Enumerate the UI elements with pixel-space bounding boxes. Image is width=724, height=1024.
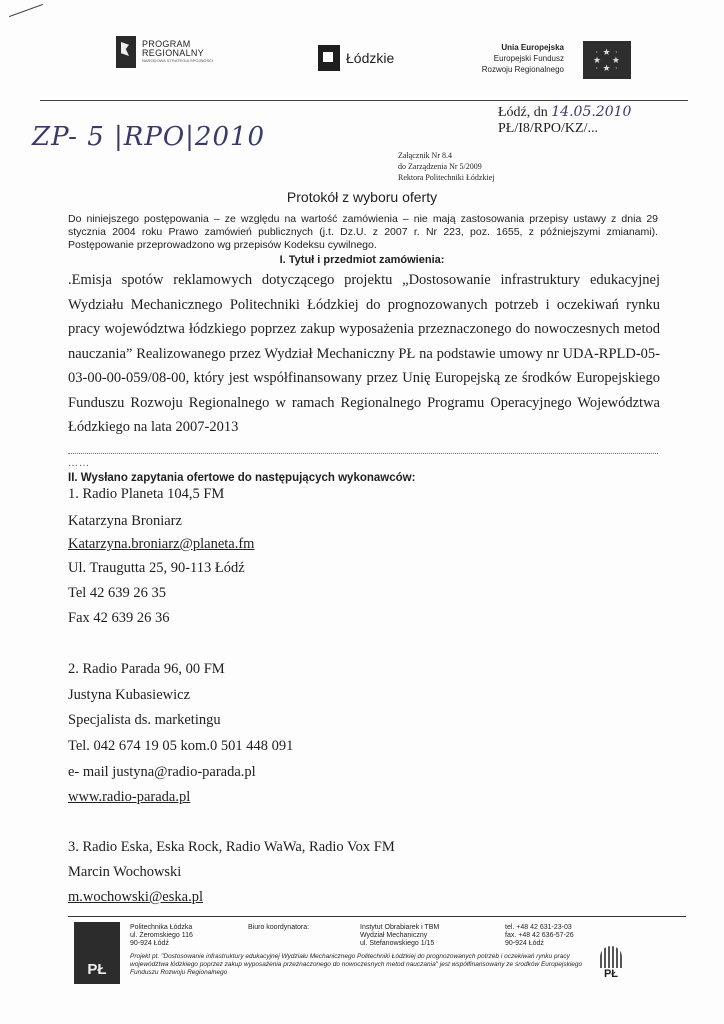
footer-pl-logo: [594, 940, 628, 980]
footer-col4-line2: fax. +48 42 636-57-26: [505, 932, 574, 939]
contractor3-name: 3. Radio Eska, Eska Rock, Radio WaWa, Radio Vox FM: [68, 839, 395, 855]
footer-coordinator-col: [248, 924, 309, 932]
corner-pen-mark: [9, 4, 43, 17]
contractor1-tel: Tel 42 639 26 35: [68, 585, 167, 601]
program-logo-small: NARODOWA STRATEGIA SPÓJNOŚCI: [142, 58, 214, 63]
footer-project-note: Projekt pt. "Dostosowanie infrastruktury edukacyjnej Wydziału Mechanicznego Politechniki Łódzkiej do prognozowanych potrzeb i oczekiwań rynku pracy województwa łódzkiego poprzez zakup wyposażenia przeznaczonego do nowoczesnych metod nauczania" jest współfinansowany ze środków Europejskiego Funduszu Rozwoju Regionalnego: [130, 953, 583, 976]
flag-icon: [116, 36, 136, 68]
footer-col1-line1: Politechnika Łódzka: [130, 924, 193, 931]
footer-logo-text: PŁ: [603, 968, 619, 980]
footer-col2-line1: Biuro koordynatora:: [248, 924, 310, 931]
program-logo-line1: PROGRAM: [142, 39, 191, 49]
lodzkie-logo-text: Łódzkie: [346, 50, 395, 66]
eu-line1: Unia Europejska: [501, 43, 564, 52]
footer-col1-line2: ul. Żeromskiego 116: [130, 932, 193, 939]
lodzkie-emblem-icon: [318, 45, 340, 71]
header-divider: [40, 100, 688, 101]
attachment-note: [398, 150, 494, 183]
section2-heading: II. Wysłano zapytania ofertowe do następujących wykonawców:: [68, 472, 416, 484]
section1-body: .Emisja spotów reklamowych dotyczącego projektu „Dostosowanie infrastruktury edukacyjnej Wydziału Mechanicznego Politechniki Łódzkiej do prognozowanych potrzeb i oczekiwań rynku pracy województwa łódzkiego poprzez zakup wyposażenia przeznaczonego do nowoczesnych metod nauczania” Realizowanego przez Wydział Mechaniczny PŁ na podstawie umowy nr UDA-RPLD-05-03-00-00-059/08-00, który jest współfinansowany przez Unię Europejską ze środków Europejskiego Funduszu Rozwoju Regionalnego w ramach Regionalnego Programu Operacyjnego Województwa Łódzkiego na lata 2007-2013: [68, 272, 660, 435]
attachment-line2: do Zarządzenia Nr 5/2009: [398, 162, 482, 171]
footer-divider: [68, 916, 686, 917]
date-line: [498, 104, 631, 121]
footer-col1-line3: 90-924 Łódź: [130, 940, 169, 947]
document-title: Protokół z wyboru oferty: [286, 189, 438, 205]
dots: ……: [68, 458, 90, 469]
lodzkie-logo: [318, 45, 394, 71]
footer-col3-line3: ul. Stefanowskiego 1/15: [360, 940, 435, 947]
reference-number: PŁ/I8/RPO/KZ/...: [498, 121, 598, 136]
footer-col4-line3: 90-924 Łódź: [505, 940, 544, 947]
contractor3-email-link[interactable]: m.wochowski@eska.pl: [68, 889, 203, 905]
dotted-divider: [68, 453, 658, 454]
attachment-line3: Rektora Politechniki Łódzkiej: [398, 173, 495, 182]
contractor2-tel: Tel. 042 674 19 05 kom.0 501 448 091: [68, 738, 294, 754]
footer-col3-line1: Instytut Obrabiarek i TBM: [360, 924, 440, 931]
footer-col3-line2: Wydział Mechaniczny: [360, 932, 428, 939]
contractor1-person: Katarzyna Broniarz: [68, 513, 182, 529]
contractor2-website-link[interactable]: www.radio-parada.pl: [68, 789, 191, 805]
attachment-line1: Załącznik Nr 8.4: [398, 151, 452, 160]
contractor2-email[interactable]: e- mail justyna@radio-parada.pl: [68, 764, 256, 780]
intro-paragraph: Do niniejszego postępowania – ze względu na wartość zamówienia – nie mają zastosowania przepisy ustawy z dnia 29 stycznia 2004 roku Prawo zamówień publicznych (j.t. Dz.U. z 2007 r. Nr 223, poz. 1655, z późniejszymi zmianami). Postępowanie przeprowadzono wg przepisów Kodeksu cywilnego.: [68, 213, 658, 251]
eu-logo-text: [482, 42, 564, 75]
contractor1-name: 1. Radio Planeta 104,5 FM: [68, 486, 225, 502]
pl-badge-logo: PŁ: [74, 922, 120, 984]
contractor1-email-link[interactable]: Katarzyna.broniarz@planeta.fm: [68, 536, 255, 552]
date-handwritten: 14.05.2010: [551, 104, 632, 120]
contractor2-role: Specjalista ds. marketingu: [68, 712, 221, 728]
handwritten-reference: ZP- 5 |RPO|2010: [32, 122, 266, 152]
eu-line3: Rozwoju Regionalnego: [481, 65, 564, 74]
eu-flag-icon: · ★ · ★ ★ · ★ ·: [583, 41, 631, 79]
footer-institute-col: [360, 924, 439, 948]
footer-address-col: [130, 924, 193, 948]
eu-line2: Europejski Fundusz: [493, 54, 564, 63]
footer-contact-col: [505, 924, 574, 948]
contractor1-address: Ul. Traugutta 25, 90-113 Łódź: [68, 560, 245, 576]
date-prefix: Łódź, dn: [498, 105, 548, 120]
gear-icon: [600, 946, 622, 968]
section1-heading: I. Tytuł i przedmiot zamówienia:: [279, 254, 445, 266]
program-regionalny-logo: [116, 36, 213, 68]
footer-col4-line1: tel. +48 42 631-23-03: [505, 924, 572, 931]
program-logo-line2: REGIONALNY: [142, 48, 205, 58]
contractor2-person: Justyna Kubasiewicz: [68, 687, 191, 703]
contractor3-person: Marcin Wochowski: [68, 864, 182, 880]
contractor1-fax: Fax 42 639 26 36: [68, 610, 170, 626]
contractor2-name: 2. Radio Parada 96, 00 FM: [68, 661, 225, 677]
